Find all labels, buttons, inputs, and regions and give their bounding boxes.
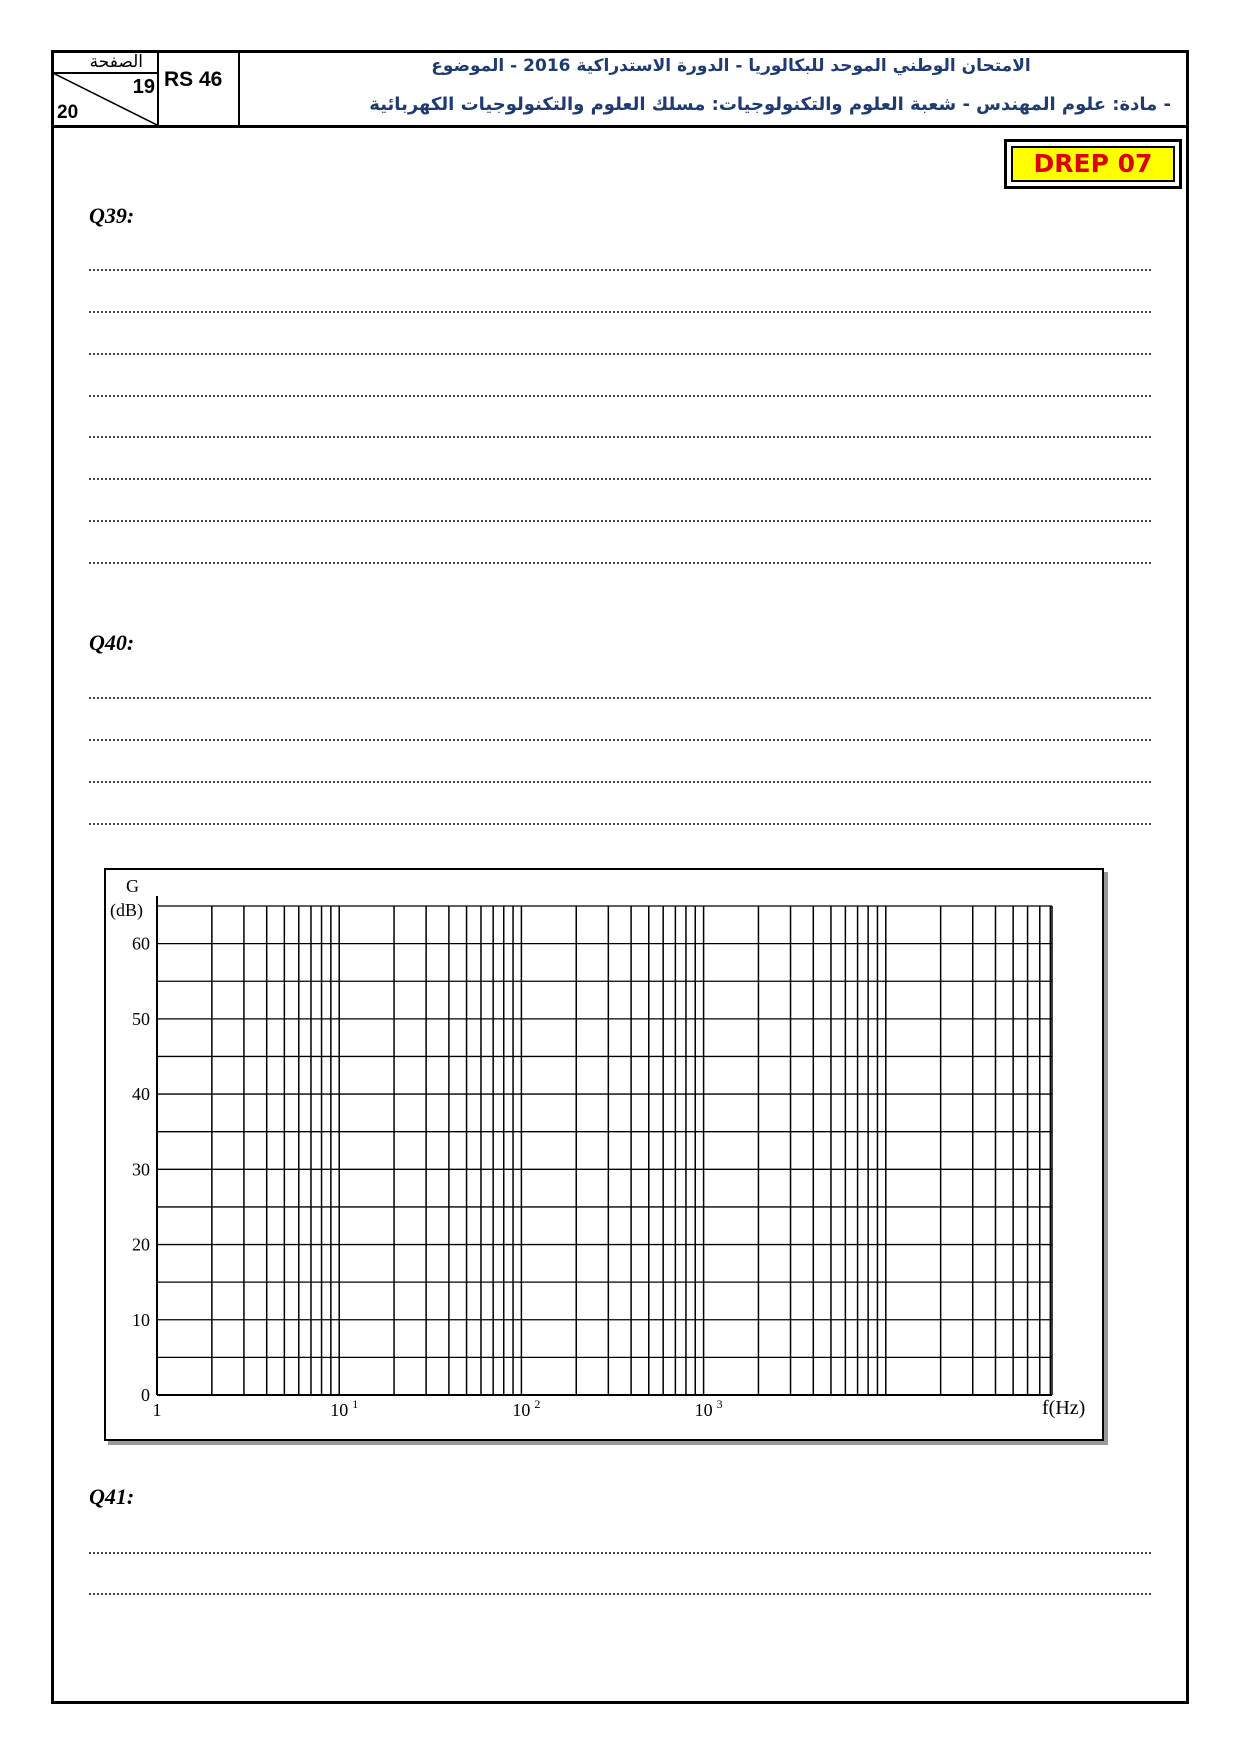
x-tick-label: 10 xyxy=(694,1400,713,1420)
answer-line[interactable] xyxy=(89,395,1151,397)
drep-badge-label: DREP 07 xyxy=(1011,146,1175,182)
drep-badge xyxy=(1004,139,1182,189)
question-label-q39: Q39: xyxy=(89,203,135,228)
answer-line[interactable] xyxy=(89,436,1151,438)
y-tick-label: 0 xyxy=(141,1385,150,1405)
exam-code-cell xyxy=(159,50,240,125)
chart-x-label: f(Hz) xyxy=(1042,1397,1086,1419)
answer-line[interactable] xyxy=(89,697,1151,699)
chart-x-tick-labels xyxy=(153,1397,723,1420)
page-total-number: 20 xyxy=(57,102,79,123)
answer-line[interactable] xyxy=(89,478,1151,480)
page-current-number: 19 xyxy=(132,76,155,98)
exam-subject: - مادة: علوم المهندس - شعبة العلوم والتكنولوجيات: مسلك العلوم والتكنولوجيات الكهربائية xyxy=(369,94,1171,115)
answer-line[interactable] xyxy=(89,562,1151,564)
bode-chart-frame xyxy=(104,868,1104,1441)
y-tick-label: 50 xyxy=(132,1008,150,1029)
x-tick-label: 10 xyxy=(512,1400,531,1420)
page-header xyxy=(51,50,1189,128)
answer-line[interactable] xyxy=(89,1593,1151,1595)
answer-line[interactable] xyxy=(89,823,1151,825)
answer-line[interactable] xyxy=(89,781,1151,783)
y-tick-label: 20 xyxy=(132,1234,150,1255)
y-tick-label: 10 xyxy=(132,1309,150,1330)
exam-title: الامتحان الوطني الموحد للبكالوريا - الدورة الاستدراكية 2016 - الموضوع xyxy=(431,56,1031,76)
x-tick-label: 1 xyxy=(152,1400,162,1420)
answer-line[interactable] xyxy=(89,1552,1151,1554)
page-word: الصفحة xyxy=(89,52,143,72)
bode-chart xyxy=(106,870,1102,1439)
answer-line[interactable] xyxy=(89,269,1151,271)
chart-y-label: G xyxy=(126,876,139,896)
page-number-cell xyxy=(51,50,159,125)
y-tick-label: 40 xyxy=(132,1084,150,1105)
question-label-q40: Q40: xyxy=(89,630,135,655)
chart-horizontal-grid xyxy=(157,906,1052,1395)
x-tick-exponent: 3 xyxy=(716,1397,723,1411)
answer-line[interactable] xyxy=(89,739,1151,741)
x-tick-exponent: 1 xyxy=(352,1397,359,1411)
y-tick-label: 60 xyxy=(132,933,150,954)
question-label-q41: Q41: xyxy=(89,1484,135,1509)
answer-line[interactable] xyxy=(89,520,1151,522)
exam-code: RS 46 xyxy=(164,68,223,91)
chart-y-tick-labels xyxy=(132,934,150,1405)
answer-line[interactable] xyxy=(89,353,1151,355)
x-tick-label: 10 xyxy=(330,1400,349,1420)
answer-line[interactable] xyxy=(89,311,1151,313)
y-tick-label: 30 xyxy=(132,1159,150,1180)
x-tick-exponent: 2 xyxy=(534,1397,541,1411)
chart-y-unit: (dB) xyxy=(110,900,143,920)
